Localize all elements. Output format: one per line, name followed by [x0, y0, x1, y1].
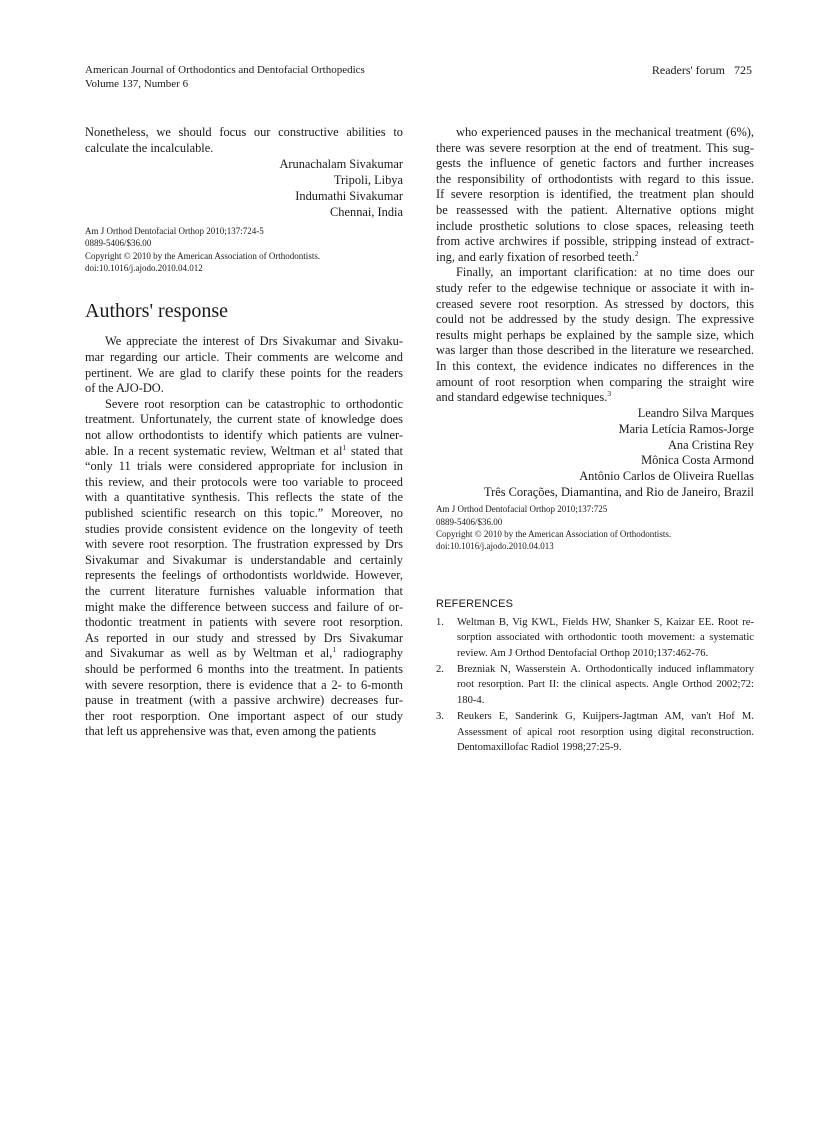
- signature-line: Tripoli, Libya: [333, 173, 403, 188]
- reference-line: Weltman B, Vig KWL, Fields HW, Shanker S, Kaizar EE. Root re-: [457, 616, 754, 628]
- citation-line: Am J Orthod Dentofacial Orthop 2010;137:724-5: [85, 225, 264, 236]
- response-citation: [436, 503, 754, 553]
- text-line: Severe root resorption can be catastrophic to orthodontic: [105, 396, 403, 411]
- text-line: and standard edgewise techniques.$^3$: [436, 388, 612, 405]
- references-heading: REFERENCES: [436, 597, 514, 610]
- signature-line: Maria Letícia Ramos-Jorge: [618, 421, 754, 436]
- reference-line: Brezniak N, Wasserstein A. Orthodontically induced inflammatory: [457, 663, 754, 675]
- references-list: [436, 615, 754, 756]
- text-line: that left us apprehensive was that, even among the patients: [85, 724, 377, 739]
- signature-line: Ana Cristina Rey: [667, 437, 754, 452]
- text-line: there was severe resorption at the end of treatment. This sug-: [436, 140, 754, 155]
- letter-signatures: [85, 157, 403, 221]
- reference-item: [436, 709, 754, 755]
- text-line: calculate the incalculable.: [85, 140, 214, 155]
- text-line: the current literature furnishes valuable information that: [85, 583, 403, 598]
- signature-line: Arunachalam Sivakumar: [279, 157, 403, 172]
- text-line: this review, and their protocols were too variable to proceed: [85, 474, 403, 489]
- text-line: be reassessed with the patient. Alternative options might: [436, 202, 754, 217]
- response-title: Authors' response: [85, 300, 229, 323]
- text-line: ther root resporption. One important aspect of our study: [85, 708, 403, 723]
- signature-line: Indumathi Sivakumar: [295, 189, 403, 203]
- text-line: was larger than those described in the literature we researched.: [436, 343, 754, 358]
- left-column: [85, 125, 403, 740]
- text-line: In this context, the evidence indicates no differences in the: [436, 358, 754, 373]
- reference-line: review. Am J Orthod Dentofacial Orthop 2010;137:462-76.: [457, 647, 709, 659]
- reference-number: 1.: [436, 616, 444, 628]
- citation-superscript[interactable]: 1: [332, 645, 337, 655]
- text-line: thodontic treatment in patients with severe root resorption.: [85, 615, 403, 630]
- journal-volume: Volume 137, Number 6: [85, 78, 189, 90]
- reference-line: root resorption. Part II: the clinical aspects. Angle Orthod 2002;72:: [457, 679, 754, 691]
- reference-line: Dentomaxillofac Radiol 1998;27:25-9.: [457, 742, 622, 753]
- citation-line: doi:10.1016/j.ajodo.2010.04.013: [436, 541, 554, 552]
- response-signatures: [436, 406, 754, 501]
- text-line: treatment. Unfortunately, the current state of knowledge does: [85, 412, 403, 427]
- citation-line: Copyright © 2010 by the American Association of Orthodontists.: [436, 528, 672, 539]
- journal-title: American Journal of Orthodontics and Dentofacial Orthopedics: [85, 64, 365, 76]
- text-line: mar regarding our article. Their comments are welcome and: [85, 350, 403, 365]
- response-body-left: [85, 334, 403, 739]
- text-line: As reported in our study and stressed by Drs Sivakumar: [85, 630, 403, 645]
- paragraph: [436, 125, 754, 265]
- paragraph: [85, 397, 403, 740]
- text-line: published scientific research on this topic.” Moreover, no: [85, 505, 403, 520]
- running-header-right: [652, 63, 752, 77]
- text-line: results might perhaps be explained by the sample size, which: [436, 327, 754, 342]
- right-column: [436, 125, 754, 756]
- signature-line: Antônio Carlos de Oliveira Ruellas: [579, 469, 754, 484]
- text-line: “only 11 trials were considered appropriate for inclusion in: [85, 459, 403, 474]
- reference-number: 2.: [436, 663, 444, 675]
- text-line: amount of root resorption when comparing the straight wire: [436, 374, 754, 389]
- text-line: and Sivakumar as well as by Weltman et al,$^1$ radiography: [85, 645, 403, 661]
- text-line: If severe resorption is identified, the treatment plan should: [436, 187, 754, 202]
- reference-line: sorption associated with orthodontic tooth movement: a systematic: [457, 632, 754, 644]
- text-line: Sivakumar and Sivakumar is understandable and certainly: [85, 552, 403, 567]
- text-line: studies provide consistent evidence on the longevity of teeth: [85, 521, 403, 536]
- paragraph: [436, 265, 754, 405]
- text-line: ing, and early fixation of resorbed teeth.$^2$: [436, 248, 639, 264]
- letter-citation: [85, 225, 403, 275]
- paragraph: [85, 125, 403, 156]
- text-line: include prosthetic solutions to close spaces, releasing teeth: [436, 218, 754, 233]
- text-line: able. In a recent systematic review, Weltman et $al^1$ stated that: [85, 442, 403, 458]
- text-line: pause in treatment (with a passive archwire) decreases fur-: [85, 693, 403, 708]
- reference-line: Reukers E, Sanderink G, Kuijpers-Jagtman AM, van't Hof M.: [457, 711, 754, 723]
- text-line: with a quantitative synthesis. This reflects the state of the: [85, 490, 403, 505]
- reference-item: [436, 615, 754, 661]
- paragraph: [85, 334, 403, 396]
- text-line: represents the feelings of orthodontists worldwide. However,: [85, 568, 403, 583]
- text-line: Nonetheless, we should focus our constructive abilities to: [85, 125, 403, 139]
- citation-superscript[interactable]: 2: [634, 248, 639, 258]
- citation-line: 0889-5406/$36.00: [436, 516, 503, 527]
- text-line: not allow orthodontists to identify which patients are vulner-: [85, 428, 403, 442]
- citation-line: 0889-5406/$36.00: [85, 238, 152, 249]
- signature-line: Mônica Costa Armond: [641, 453, 754, 468]
- reference-line: 180-4.: [457, 694, 485, 706]
- running-header-left: [85, 63, 365, 91]
- text-line: with severe resorption, there is evidence that a 2- to 6-month: [85, 677, 403, 692]
- signature-line: Três Corações, Diamantina, and Rio de Janeiro, Brazil: [483, 485, 754, 500]
- text-line: study refer to the edgewise technique or associate it with in-: [436, 280, 754, 295]
- citation-line: Am J Orthod Dentofacial Orthop 2010;137:725: [436, 504, 608, 515]
- reference-line: Assessment of apical root resorption using digital reconstruction.: [457, 726, 754, 738]
- citation-line: Copyright © 2010 by the American Association of Orthodontists.: [85, 250, 321, 261]
- section-name: Readers' forum: [651, 63, 725, 77]
- citation-superscript[interactable]: 3: [607, 388, 612, 398]
- text-line: of the AJO-DO.: [85, 381, 164, 396]
- reference-number: 3.: [436, 711, 444, 723]
- text-line: from active archwires if possible, stripping instead of extract-: [436, 234, 754, 249]
- text-line: pertinent. We are glad to clarify these points for the readers: [85, 365, 403, 380]
- signature-line: Chennai, India: [330, 204, 403, 219]
- text-line: creased severe root resorption. As stressed by doctors, this: [436, 296, 754, 311]
- response-body-right: [436, 125, 754, 406]
- citation-line: doi:10.1016/j.ajodo.2010.04.012: [85, 263, 203, 274]
- signature-line: Leandro Silva Marques: [637, 405, 754, 420]
- text-line: the responsibility of orthodontists with regard to this issue.: [436, 171, 754, 186]
- reference-item: [436, 662, 754, 708]
- page-number: 725: [734, 63, 752, 77]
- text-line: should be performed 6 months into the treatment. In patients: [85, 661, 403, 676]
- text-line: could not be addressed by the study design. The expressive: [436, 312, 754, 327]
- text-line: with severe root resorption. The frustration expressed by Drs: [85, 537, 403, 552]
- citation-superscript[interactable]: 1: [342, 442, 347, 452]
- text-line: We appreciate the interest of Drs Sivakumar and Sivaku-: [105, 334, 403, 349]
- text-line: Finally, an important clarification: at no time does our: [456, 265, 754, 280]
- text-line: who experienced pauses in the mechanical treatment (6%),: [456, 125, 754, 139]
- letter-closing: [85, 125, 403, 156]
- text-line: gests the influence of genetic factors and further increases: [436, 156, 754, 171]
- text-line: might make the difference between success and failure of or-: [85, 599, 403, 614]
